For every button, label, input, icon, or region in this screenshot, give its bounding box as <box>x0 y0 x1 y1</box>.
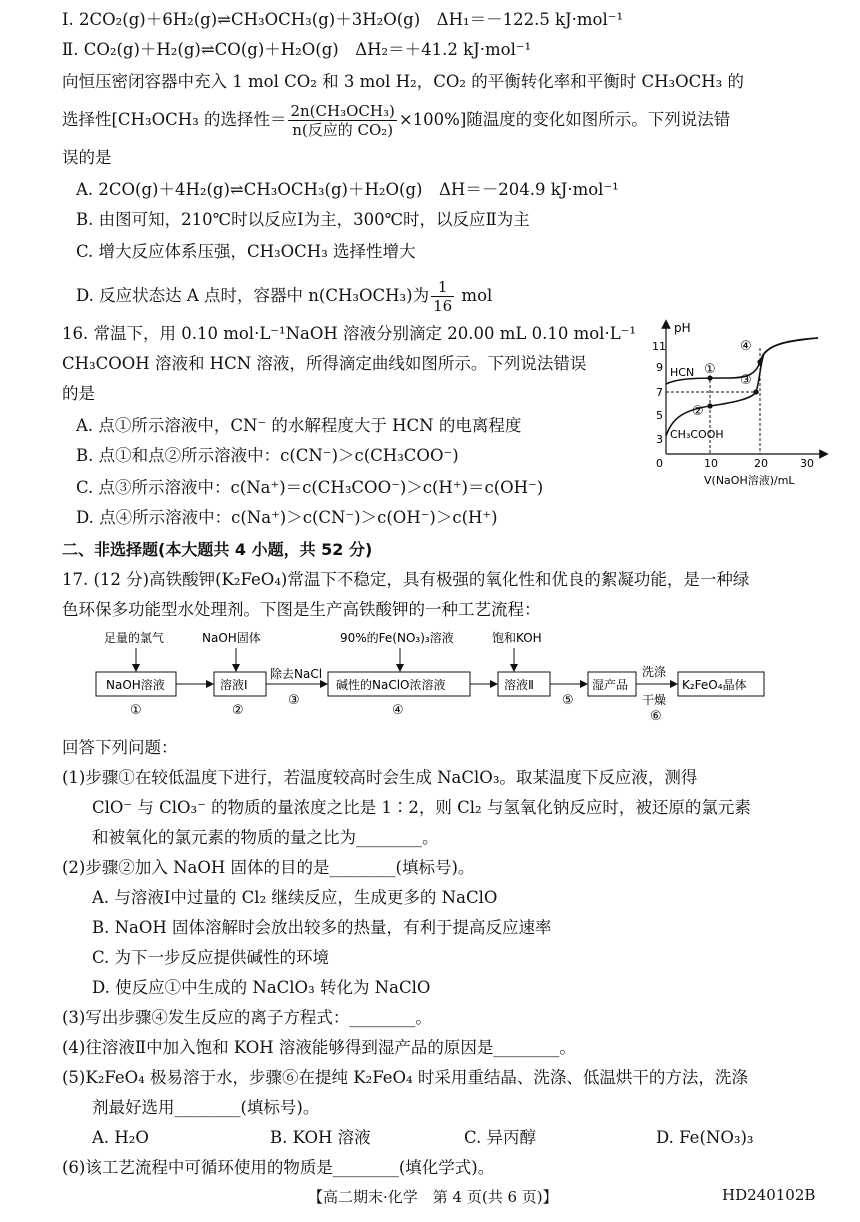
step-1-label: ① <box>130 703 142 718</box>
step-6-label: ⑥ <box>650 709 662 724</box>
d-denominator: 16 <box>433 297 453 315</box>
d-numerator: 1 <box>431 278 454 297</box>
q16-option-a: A. 点①所示溶液中，CN⁻ 的水解程度大于 HCN 的电离程度 <box>76 416 522 435</box>
q17-4: (4)往溶液Ⅱ中加入饱和 KOH 溶液能够得到湿产品的原因是________。 <box>62 1038 576 1057</box>
q15-option-c: C. 增大反应体系压强，CH₃OCH₃ 选择性增大 <box>76 242 416 261</box>
point-2-label: ② <box>692 404 704 419</box>
input-fe-nitrate: 90%的Fe(NO₃)₃溶液 <box>340 631 454 645</box>
y-tick-11: 11 <box>652 340 666 353</box>
selectivity-numerator: 2n(CH₃OCH₃) <box>290 102 395 120</box>
selectivity-denominator: n(反应的 CO₂) <box>292 121 394 139</box>
q15-option-a: A. 2CO(g)＋4H₂(g)⇌CH₃OCH₃(g)＋H₂O(g) ΔH＝－204.9 kJ·mol⁻¹ <box>76 180 619 199</box>
q17-5-option-d: D. Fe(NO₃)₃ <box>656 1128 754 1147</box>
q17-1-line3: 和被氧化的氯元素的物质的量之比为________。 <box>92 828 439 847</box>
hcn-label: HCN <box>670 366 695 379</box>
q15-stem-line1: 向恒压密闭容器中充入 1 mol CO₂ 和 3 mol H₂，CO₂ 的平衡转化率和平衡时 CH₃OCH₃ 的 <box>62 72 744 91</box>
y-axis-label: pH <box>674 321 691 335</box>
q17-1-line1: (1)步骤①在较低温度下进行，若温度较高时会生成 NaClO₃。取某温度下反应液，测得 <box>62 768 698 787</box>
q17-2-option-a: A. 与溶液Ⅰ中过量的 Cl₂ 继续反应，生成更多的 NaClO <box>92 888 498 907</box>
x-tick-20: 20 <box>754 457 768 470</box>
q17-5-line1: (5)K₂FeO₄ 极易溶于水，步骤⑥在提纯 K₂FeO₄ 时采用重结晶、洗涤、低温烘干的方法，洗涤 <box>62 1068 748 1087</box>
q15-d-prefix: D. 反应状态达 A 点时，容器中 n(CH₃OCH₃)为 <box>76 286 430 305</box>
step-remove-nacl: 除去NaCl <box>270 667 323 681</box>
q16-option-c: C. 点③所示溶液中：c(Na⁺)＝c(CH₃COO⁻)＞c(H⁺)＝c(OH⁻) <box>76 478 544 497</box>
box-solution-2-label: 溶液Ⅱ <box>504 678 534 692</box>
q17-5-option-c: C. 异丙醇 <box>464 1128 537 1147</box>
q15-d-suffix: mol <box>461 286 493 305</box>
point-4-marker <box>757 359 762 364</box>
q17-2-option-d: D. 使反应①中生成的 NaClO₃ 转化为 NaClO <box>92 978 431 997</box>
step-wash: 洗涤 <box>642 665 667 679</box>
x-tick-10: 10 <box>704 457 718 470</box>
paper-code: HD240102B <box>722 1186 816 1204</box>
origin-label: 0 <box>656 457 663 470</box>
input-chlorine: 足量的氯气 <box>104 631 165 645</box>
box-solution-1-label: 溶液Ⅰ <box>220 678 248 692</box>
step-3-label: ③ <box>288 693 300 708</box>
q17-stem-line2: 色环保多功能型水处理剂。下图是生产高铁酸钾的一种工艺流程： <box>62 600 541 619</box>
point-4-label: ④ <box>740 339 752 354</box>
q15-stem-line3: 误的是 <box>62 148 112 167</box>
q15-option-b: B. 由图可知，210℃时以反应Ⅰ为主，300℃时，以反应Ⅱ为主 <box>76 210 530 229</box>
reaction-1: Ⅰ. 2CO₂(g)＋6H₂(g)⇌CH₃OCH₃(g)＋3H₂O(g) ΔH₁＝－122.5 kJ·mol⁻¹ <box>62 10 624 29</box>
box-wet-product-label: 湿产品 <box>592 678 629 692</box>
input-koh: 饱和KOH <box>492 631 542 645</box>
d-fraction <box>431 278 454 315</box>
box-naclo-label: 碱性的NaClO浓溶液 <box>336 678 446 692</box>
selectivity-fraction <box>288 102 396 139</box>
point-3-label: ③ <box>740 373 752 388</box>
q17-1-line2: ClO⁻ 与 ClO₃⁻ 的物质的量浓度之比是 1∶2，则 Cl₂ 与氢氧化钠反应时，被还原的氯元素 <box>92 798 751 817</box>
x-tick-30: 30 <box>800 457 814 470</box>
q17-2-option-b: B. NaOH 固体溶解时会放出较多的热量，有利于提高反应速率 <box>92 918 552 937</box>
y-tick-5: 5 <box>656 409 663 422</box>
q17-stem-line1: 17. (12 分)高铁酸钾(K₂FeO₄)常温下不稳定，具有极强的氧化性和优良的絮凝功能，是一种绿 <box>62 570 750 589</box>
point-2-marker <box>707 403 712 408</box>
section-2-heading: 二、非选择题(本大题共 4 小题，共 52 分) <box>62 540 373 559</box>
input-naoh-solid: NaOH固体 <box>202 631 261 645</box>
q17-5-option-b: B. KOH 溶液 <box>270 1128 371 1147</box>
box-naoh-solution-label: NaOH溶液 <box>106 678 165 692</box>
q15-sel-prefix: 选择性[CH₃OCH₃ 的选择性＝ <box>62 110 287 129</box>
y-tick-3: 3 <box>656 433 663 446</box>
q17-2-stem: (2)步骤②加入 NaOH 固体的目的是________(填标号)。 <box>62 858 475 877</box>
page-footer: 【高二期末·化学 第 4 页(共 6 页)】 <box>308 1188 558 1206</box>
q17-3: (3)写出步骤④发生反应的离子方程式：________。 <box>62 1008 432 1027</box>
ch3cooh-label: CH₃COOH <box>670 428 724 441</box>
box-k2feo4-label: K₂FeO₄晶体 <box>682 678 747 692</box>
point-1-label: ① <box>704 362 716 377</box>
y-tick-9: 9 <box>656 361 663 374</box>
q16-stem-line2: CH₃COOH 溶液和 HCN 溶液，所得滴定曲线如图所示。下列说法错误 <box>62 354 587 373</box>
q16-stem-line3: 的是 <box>62 384 95 403</box>
q15-option-d <box>76 276 492 316</box>
q17-5-line2: 剂最好选用________(填标号)。 <box>92 1098 320 1117</box>
answer-intro: 回答下列问题： <box>62 738 178 757</box>
step-dry: 干燥 <box>642 693 667 707</box>
q17-6: (6)该工艺流程中可循环使用的物质是________(填化学式)。 <box>62 1158 495 1177</box>
q15-stem-line2 <box>62 100 730 140</box>
y-tick-7: 7 <box>656 386 663 399</box>
q16-stem-line1: 16. 常温下，用 0.10 mol·L⁻¹NaOH 溶液分别滴定 20.00 mL 0.10 mol·L⁻¹ <box>62 324 636 343</box>
process-flow-diagram <box>90 626 770 726</box>
titration-graph <box>648 318 830 494</box>
step-4-label: ④ <box>392 703 404 718</box>
q17-2-option-c: C. 为下一步反应提供碱性的环境 <box>92 948 330 967</box>
point-3-marker <box>753 389 758 394</box>
step-2-label: ② <box>232 703 244 718</box>
q16-option-d: D. 点④所示溶液中：c(Na⁺)＞c(CN⁻)＞c(OH⁻)＞c(H⁺) <box>76 508 498 527</box>
q15-sel-suffix: ×100%]随温度的变化如图所示。下列说法错 <box>398 110 731 129</box>
x-axis-label: V(NaOH溶液)/mL <box>704 474 795 487</box>
reaction-2: Ⅱ. CO₂(g)＋H₂(g)⇌CO(g)＋H₂O(g) ΔH₂＝＋41.2 kJ·mol⁻¹ <box>62 40 532 59</box>
q17-5-option-a: A. H₂O <box>92 1128 149 1147</box>
step-5-label: ⑤ <box>562 693 574 708</box>
q16-option-b: B. 点①和点②所示溶液中：c(CN⁻)＞c(CH₃COO⁻) <box>76 446 459 465</box>
